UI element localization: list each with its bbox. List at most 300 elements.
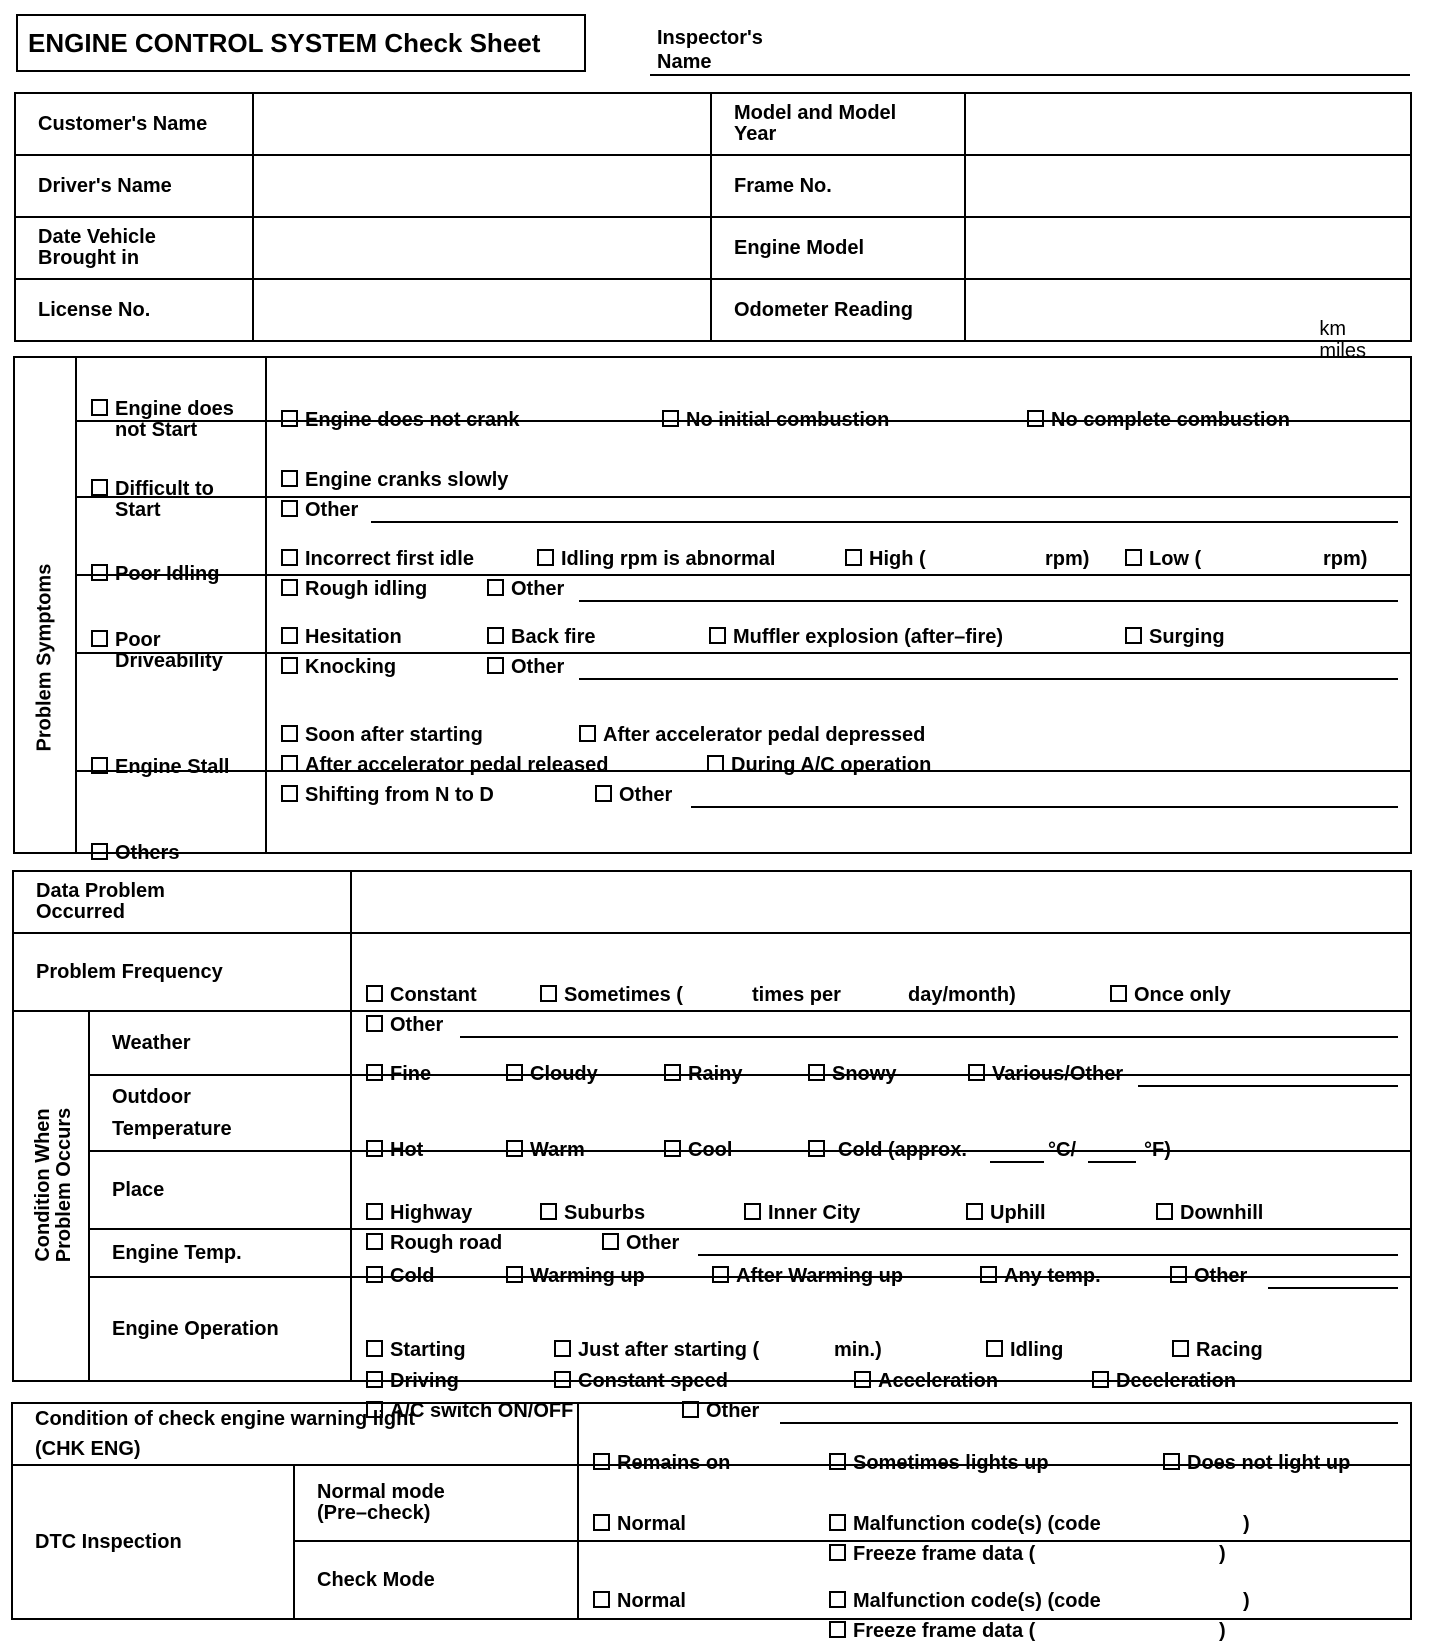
option-muffler[interactable] (709, 626, 1003, 649)
option-during-ac[interactable] (707, 754, 931, 777)
option-knocking-label: Knocking (305, 656, 397, 678)
option-back-fire-label: Back fire (511, 626, 596, 648)
option-normal-mode-malfunction-label: Malfunction code(s) (code (853, 1513, 1101, 1535)
checkbox-icon[interactable] (366, 1371, 383, 1388)
checkbox-icon[interactable] (91, 630, 108, 647)
engine-not-start-cell (76, 357, 266, 441)
inspector-name-field[interactable] (650, 74, 1410, 76)
date-brought-field[interactable] (253, 217, 711, 279)
checkbox-icon[interactable] (506, 1064, 523, 1081)
option-drive-other-label: Other (511, 656, 565, 678)
option-any-temp-label: Any temp. (1004, 1265, 1101, 1287)
date-occurred-line1: Data Problem (36, 880, 165, 902)
problem-frequency-options (351, 933, 1411, 1036)
option-suburbs-label: Suburbs (564, 1202, 646, 1224)
option-warming-up-label: Warming up (530, 1265, 645, 1287)
option-shifting-label: Shifting from N to D (305, 784, 494, 806)
checkbox-icon[interactable] (281, 785, 298, 802)
difficult-start-options (266, 421, 1411, 521)
license-no-field[interactable] (253, 279, 711, 341)
checkbox-icon[interactable] (91, 757, 108, 774)
drive-other-line[interactable] (579, 678, 1398, 680)
checkbox-icon[interactable] (579, 725, 596, 742)
option-hesitation[interactable] (281, 626, 402, 649)
option-rough-idling-label: Rough idling (305, 578, 428, 600)
checkbox-icon[interactable] (487, 579, 504, 596)
engine-not-start-line2: not Start (115, 419, 198, 441)
checkbox-icon[interactable] (829, 1591, 846, 1608)
option-hot-label: Hot (390, 1139, 424, 1161)
option-driving[interactable] (366, 1370, 459, 1393)
option-acceleration-label: Acceleration (878, 1370, 999, 1392)
frame-no-label: Frame No. (711, 155, 965, 217)
engine-stall-checkbox[interactable] (91, 756, 229, 779)
sheet-title: ENGINE CONTROL SYSTEM Check Sheet (16, 14, 586, 72)
checkbox-icon[interactable] (554, 1340, 571, 1357)
date-brought-label-line2: Brought in (38, 247, 140, 269)
option-stall-other[interactable] (595, 784, 672, 807)
condition-side-line2: Problem Occurs (53, 1107, 75, 1263)
option-temp-other[interactable] (1170, 1265, 1247, 1288)
vehicle-info-table (14, 92, 1412, 362)
checkbox-icon[interactable] (91, 479, 108, 496)
option-cool[interactable] (664, 1139, 732, 1162)
option-once-only[interactable] (1110, 984, 1231, 1007)
difficult-start-checkbox[interactable] (91, 479, 214, 521)
option-during-ac-label: During A/C operation (731, 754, 932, 776)
checkbox-icon[interactable] (1125, 549, 1142, 566)
odometer-label: Odometer Reading (711, 279, 965, 341)
checkbox-icon[interactable] (506, 1266, 523, 1283)
inspector-label-line1: Inspector's (657, 27, 763, 49)
poor-driveability-checkbox[interactable] (91, 630, 223, 672)
option-remains-on[interactable] (593, 1452, 730, 1475)
option-highway[interactable] (366, 1202, 472, 1225)
date-occurred-label (13, 871, 351, 933)
checkbox-icon[interactable] (664, 1064, 681, 1081)
engine-not-start-checkbox[interactable] (91, 399, 234, 441)
option-sometimes-lights-label: Sometimes lights up (853, 1452, 1049, 1474)
checkbox-icon[interactable] (487, 657, 504, 674)
option-downhill-label: Downhill (1180, 1202, 1264, 1224)
checkbox-icon[interactable] (829, 1544, 846, 1561)
option-stall-other-label: Other (619, 784, 673, 806)
date-occurred-field[interactable] (351, 871, 1411, 933)
option-soon-after[interactable] (281, 724, 483, 747)
check-mode-freeze-close: ) (1219, 1620, 1226, 1642)
option-constant-speed[interactable] (554, 1370, 728, 1393)
option-after-warming[interactable] (712, 1265, 903, 1288)
option-constant-speed-label: Constant speed (578, 1370, 729, 1392)
option-not-crank[interactable] (281, 409, 519, 432)
checkbox-icon[interactable] (808, 1064, 825, 1081)
date-brought-label (15, 217, 253, 279)
option-drive-other[interactable] (487, 656, 564, 679)
weather-other-line[interactable] (1138, 1085, 1398, 1087)
option-any-temp[interactable] (980, 1265, 1101, 1288)
checkbox-icon[interactable] (91, 843, 108, 860)
outdoor-temp-label (89, 1075, 351, 1151)
temp-celsius-line[interactable] (990, 1161, 1044, 1163)
checkbox-icon[interactable] (1170, 1266, 1187, 1283)
option-idling[interactable] (986, 1339, 1063, 1362)
checkbox-icon[interactable] (602, 1233, 619, 1250)
option-cloudy[interactable] (506, 1063, 598, 1086)
option-does-not-light-label: Does not light up (1187, 1452, 1351, 1474)
option-warm-label: Warm (530, 1139, 585, 1161)
normal-mode-line2: (Pre–check) (317, 1502, 431, 1524)
deg-c-label: °C/ (1048, 1139, 1076, 1161)
date-occurred-line2: Occurred (36, 901, 125, 923)
option-no-initial-label: No initial combustion (686, 409, 890, 431)
miles-unit: miles (1319, 340, 1366, 362)
poor-driveability-line1: Poor (115, 629, 161, 651)
option-racing-label: Racing (1196, 1339, 1263, 1361)
option-cold[interactable] (366, 1265, 434, 1288)
engine-temp-label: Engine Temp. (89, 1229, 351, 1277)
driver-name-field[interactable] (253, 155, 711, 217)
checkbox-icon[interactable] (980, 1266, 997, 1283)
engine-not-start-options (266, 357, 1411, 431)
checkbox-icon[interactable] (366, 1015, 383, 1032)
option-rough-road-label: Rough road (390, 1232, 503, 1254)
engine-model-label: Engine Model (711, 217, 965, 279)
option-constant[interactable] (366, 984, 477, 1007)
option-fine-label: Fine (390, 1063, 432, 1085)
option-cold-approx-label: Cold (approx. (838, 1139, 967, 1161)
chk-eng-options (578, 1403, 1411, 1474)
checkbox-icon[interactable] (91, 564, 108, 581)
date-brought-label-line1: Date Vehicle (38, 226, 156, 248)
chk-eng-label (12, 1403, 578, 1465)
option-just-after[interactable] (554, 1339, 759, 1362)
place-other-line[interactable] (698, 1254, 1398, 1256)
option-after-depressed[interactable] (579, 724, 925, 747)
checkbox-icon[interactable] (1125, 627, 1142, 644)
option-low-label: Low ( (1149, 548, 1202, 570)
difficult-other-line[interactable] (371, 521, 1398, 523)
option-operation-other-label: Other (706, 1400, 760, 1422)
times-per-label: times per (752, 984, 841, 1006)
place-options (351, 1151, 1411, 1254)
checkbox-icon[interactable] (366, 1340, 383, 1357)
option-rough-idling[interactable] (281, 578, 427, 601)
option-deceleration-label: Deceleration (1116, 1370, 1237, 1392)
option-check-mode-malfunction[interactable] (829, 1590, 1101, 1613)
low-rpm-unit: rpm) (1323, 548, 1368, 570)
checkbox-icon[interactable] (281, 579, 298, 596)
option-difficult-other-label: Other (305, 499, 359, 521)
option-check-mode-normal[interactable] (593, 1590, 686, 1613)
option-downhill[interactable] (1156, 1202, 1263, 1225)
option-idling-abnormal-label: Idling rpm is abnormal (561, 548, 776, 570)
others-checkbox[interactable] (91, 842, 179, 865)
option-difficult-other[interactable] (281, 499, 358, 522)
engine-temp-options (351, 1229, 1411, 1287)
option-normal-mode-normal[interactable] (593, 1513, 686, 1536)
day-month-label: day/month) (908, 984, 1016, 1006)
option-frequency-other-label: Other (390, 1014, 444, 1036)
option-various[interactable] (968, 1063, 1123, 1086)
option-place-other[interactable] (602, 1232, 679, 1255)
option-surging[interactable] (1125, 626, 1225, 649)
option-constant-label: Constant (390, 984, 477, 1006)
outdoor-temp-line2: Temperature (112, 1118, 232, 1140)
option-cold-approx[interactable] (808, 1139, 967, 1162)
poor-idling-label: Poor Idling (115, 563, 220, 585)
option-check-mode-freeze[interactable] (829, 1620, 1035, 1643)
poor-driveability-cell (76, 575, 266, 672)
problem-frequency-label: Problem Frequency (13, 933, 351, 1011)
dtc-inspection-label: DTC Inspection (12, 1465, 294, 1619)
engine-stall-label: Engine Stall (115, 756, 230, 778)
option-surging-label: Surging (1149, 626, 1225, 648)
option-snowy-label: Snowy (832, 1063, 897, 1085)
normal-mode-options (578, 1465, 1411, 1565)
option-idling-other-label: Other (511, 578, 565, 600)
option-soon-after-label: Soon after starting (305, 724, 483, 746)
checkbox-icon[interactable] (281, 657, 298, 674)
engine-stall-options (266, 653, 1411, 806)
option-various-label: Various/Other (992, 1063, 1124, 1085)
checkbox-icon[interactable] (281, 725, 298, 742)
checkbox-icon[interactable] (506, 1140, 523, 1157)
checkbox-icon[interactable] (595, 785, 612, 802)
check-mode-code-close: ) (1243, 1590, 1250, 1612)
checkbox-icon[interactable] (664, 1140, 681, 1157)
inspector-label-line2: Name (657, 51, 712, 73)
option-check-mode-normal-label: Normal (617, 1590, 686, 1612)
option-normal-mode-freeze-label: Freeze frame data ( (853, 1543, 1036, 1565)
option-rainy-label: Rainy (688, 1063, 743, 1085)
option-rough-road[interactable] (366, 1232, 502, 1255)
option-ac-switch-label: A/C switch ON/OFF (390, 1400, 574, 1422)
option-not-crank-label: Engine does not crank (305, 409, 520, 431)
option-once-only-label: Once only (1134, 984, 1231, 1006)
checkbox-icon[interactable] (281, 627, 298, 644)
checkbox-icon[interactable] (1172, 1340, 1189, 1357)
condition-side-label (33, 1085, 75, 1285)
min-label: min.) (834, 1339, 882, 1361)
option-suburbs[interactable] (540, 1202, 645, 1225)
chk-eng-label-line1: Condition of check engine warning light (35, 1408, 415, 1430)
option-normal-mode-malfunction[interactable] (829, 1513, 1101, 1536)
engine-operation-options (351, 1277, 1411, 1422)
option-uphill[interactable] (966, 1202, 1046, 1225)
normal-mode-line1: Normal mode (317, 1481, 445, 1503)
option-starting[interactable] (366, 1339, 466, 1362)
option-no-initial[interactable] (662, 409, 889, 432)
option-idling-other[interactable] (487, 578, 564, 601)
option-no-complete[interactable] (1027, 409, 1290, 432)
checkbox-icon[interactable] (593, 1514, 610, 1531)
checkbox-icon[interactable] (281, 410, 298, 427)
idling-other-line[interactable] (579, 600, 1398, 602)
poor-driveability-line2: Driveability (115, 650, 223, 672)
checkbox-icon[interactable] (540, 1203, 557, 1220)
others-label: Others (115, 842, 180, 864)
option-knocking[interactable] (281, 656, 396, 679)
temp-other-line[interactable] (1268, 1287, 1398, 1289)
model-year-label-line1: Model and Model (734, 102, 897, 124)
poor-idling-options (266, 497, 1411, 600)
checkbox-icon[interactable] (829, 1514, 846, 1531)
checkbox-icon[interactable] (662, 410, 679, 427)
model-year-field[interactable] (965, 93, 1411, 155)
option-cold-label: Cold (390, 1265, 435, 1287)
option-inner-city-label: Inner City (768, 1202, 861, 1224)
option-remains-on-label: Remains on (617, 1452, 731, 1474)
stall-other-line[interactable] (691, 806, 1398, 808)
poor-driveability-options (266, 575, 1411, 678)
option-high-label: High ( (869, 548, 926, 570)
option-after-released-label: After accelerator pedal released (305, 754, 609, 776)
chk-eng-label-line2: (CHK ENG) (35, 1438, 141, 1460)
option-after-depressed-label: After accelerator pedal depressed (603, 724, 926, 746)
customer-name-label: Customer's Name (15, 93, 253, 155)
engine-not-start-line1: Engine does (115, 398, 234, 420)
checkbox-icon[interactable] (281, 470, 298, 487)
checkbox-icon[interactable] (1156, 1203, 1173, 1220)
checkbox-icon[interactable] (366, 1203, 383, 1220)
checkbox-icon[interactable] (281, 755, 298, 772)
option-incorrect-idle[interactable] (281, 548, 474, 571)
option-back-fire[interactable] (487, 626, 596, 649)
checkbox-icon[interactable] (707, 755, 724, 772)
checkbox-icon[interactable] (829, 1453, 846, 1470)
condition-side-line1: Condition When (32, 1108, 54, 1262)
normal-mode-freeze-close: ) (1219, 1543, 1226, 1565)
option-sometimes-label: Sometimes ( (564, 984, 683, 1006)
checkbox-icon[interactable] (854, 1371, 871, 1388)
temp-fahrenheit-line[interactable] (1088, 1161, 1136, 1163)
others-cell (76, 771, 266, 864)
option-idling-label: Idling (1010, 1339, 1064, 1361)
frame-no-field[interactable] (965, 155, 1411, 217)
option-sometimes-lights[interactable] (829, 1452, 1049, 1475)
option-after-warming-label: After Warming up (736, 1265, 904, 1287)
option-inner-city[interactable] (744, 1202, 860, 1225)
checkbox-icon[interactable] (829, 1621, 846, 1638)
license-no-label: License No. (15, 279, 253, 341)
option-racing[interactable] (1172, 1339, 1263, 1362)
checkbox-icon[interactable] (712, 1266, 729, 1283)
engine-model-field[interactable] (965, 217, 1411, 279)
option-hot[interactable] (366, 1139, 423, 1162)
option-idling-abnormal[interactable] (537, 548, 775, 571)
option-starting-label: Starting (390, 1339, 466, 1361)
option-rainy[interactable] (664, 1063, 742, 1086)
option-snowy[interactable] (808, 1063, 896, 1086)
option-incorrect-idle-label: Incorrect first idle (305, 548, 474, 570)
option-cranks-slowly[interactable] (281, 469, 508, 492)
checkbox-icon[interactable] (845, 549, 862, 566)
checkbox-icon[interactable] (744, 1203, 761, 1220)
checkbox-icon[interactable] (366, 1266, 383, 1283)
option-cloudy-label: Cloudy (530, 1063, 598, 1085)
high-rpm-unit: rpm) (1045, 548, 1090, 570)
checkbox-icon[interactable] (966, 1203, 983, 1220)
option-low-rpm[interactable] (1125, 548, 1201, 571)
checkbox-icon[interactable] (281, 500, 298, 517)
option-acceleration[interactable] (854, 1370, 998, 1393)
option-frequency-other[interactable] (366, 1014, 443, 1037)
frequency-other-line[interactable] (460, 1036, 1398, 1038)
problem-symptoms-side (14, 357, 76, 853)
weather-label: Weather (89, 1011, 351, 1075)
checkbox-icon[interactable] (366, 1064, 383, 1081)
odometer-field[interactable] (965, 279, 1411, 362)
checkbox-icon[interactable] (540, 985, 557, 1002)
option-does-not-light[interactable] (1163, 1452, 1350, 1475)
checkbox-icon[interactable] (366, 985, 383, 1002)
difficult-start-line1: Difficult to (115, 478, 214, 500)
deg-f-label: °F) (1144, 1139, 1171, 1161)
option-normal-mode-freeze[interactable] (829, 1543, 1035, 1566)
option-deceleration[interactable] (1092, 1370, 1236, 1393)
checkbox-icon[interactable] (1163, 1453, 1180, 1470)
option-uphill-label: Uphill (990, 1202, 1046, 1224)
checkbox-icon[interactable] (487, 627, 504, 644)
checkbox-icon[interactable] (554, 1371, 571, 1388)
checkbox-icon[interactable] (366, 1140, 383, 1157)
option-driving-label: Driving (390, 1370, 459, 1392)
checkbox-icon[interactable] (593, 1591, 610, 1608)
option-hesitation-label: Hesitation (305, 626, 402, 648)
checkbox-icon[interactable] (1092, 1371, 1109, 1388)
poor-idling-checkbox[interactable] (91, 563, 219, 586)
checkbox-icon[interactable] (1110, 985, 1127, 1002)
option-no-complete-label: No complete combustion (1051, 409, 1290, 431)
option-cranks-slowly-label: Engine cranks slowly (305, 469, 509, 491)
option-muffler-label: Muffler explosion (after–fire) (733, 626, 1004, 648)
checkbox-icon[interactable] (968, 1064, 985, 1081)
problem-symptoms-table (13, 356, 1412, 864)
option-warm[interactable] (506, 1139, 585, 1162)
option-place-other-label: Other (626, 1232, 680, 1254)
option-warming-up[interactable] (506, 1265, 645, 1288)
checkbox-icon[interactable] (709, 627, 726, 644)
checkbox-icon[interactable] (1027, 410, 1044, 427)
option-sometimes[interactable] (540, 984, 683, 1007)
option-fine[interactable] (366, 1063, 431, 1086)
checkbox-icon[interactable] (986, 1340, 1003, 1357)
dtc-table (11, 1402, 1412, 1642)
checkbox-icon[interactable] (593, 1453, 610, 1470)
option-temp-other-label: Other (1194, 1265, 1248, 1287)
option-normal-mode-normal-label: Normal (617, 1513, 686, 1535)
outdoor-temp-line1: Outdoor (112, 1086, 191, 1108)
option-check-mode-malfunction-label: Malfunction code(s) (code (853, 1590, 1101, 1612)
option-check-mode-freeze-label: Freeze frame data ( (853, 1620, 1036, 1642)
engine-operation-label: Engine Operation (89, 1277, 351, 1381)
weather-options (351, 1011, 1411, 1085)
option-after-released[interactable] (281, 754, 609, 777)
checkbox-icon[interactable] (281, 549, 298, 566)
model-year-label (711, 93, 965, 155)
checkbox-icon[interactable] (537, 549, 554, 566)
checkbox-icon[interactable] (91, 399, 108, 416)
inspector-label (657, 26, 763, 74)
option-high-rpm[interactable] (845, 548, 926, 571)
customer-name-field[interactable] (253, 93, 711, 155)
option-shifting[interactable] (281, 784, 494, 807)
checkbox-icon[interactable] (808, 1140, 825, 1157)
check-mode-label: Check Mode (294, 1541, 578, 1619)
checkbox-icon[interactable] (366, 1233, 383, 1250)
condition-side (13, 1011, 89, 1381)
km-unit: km (1319, 318, 1346, 340)
